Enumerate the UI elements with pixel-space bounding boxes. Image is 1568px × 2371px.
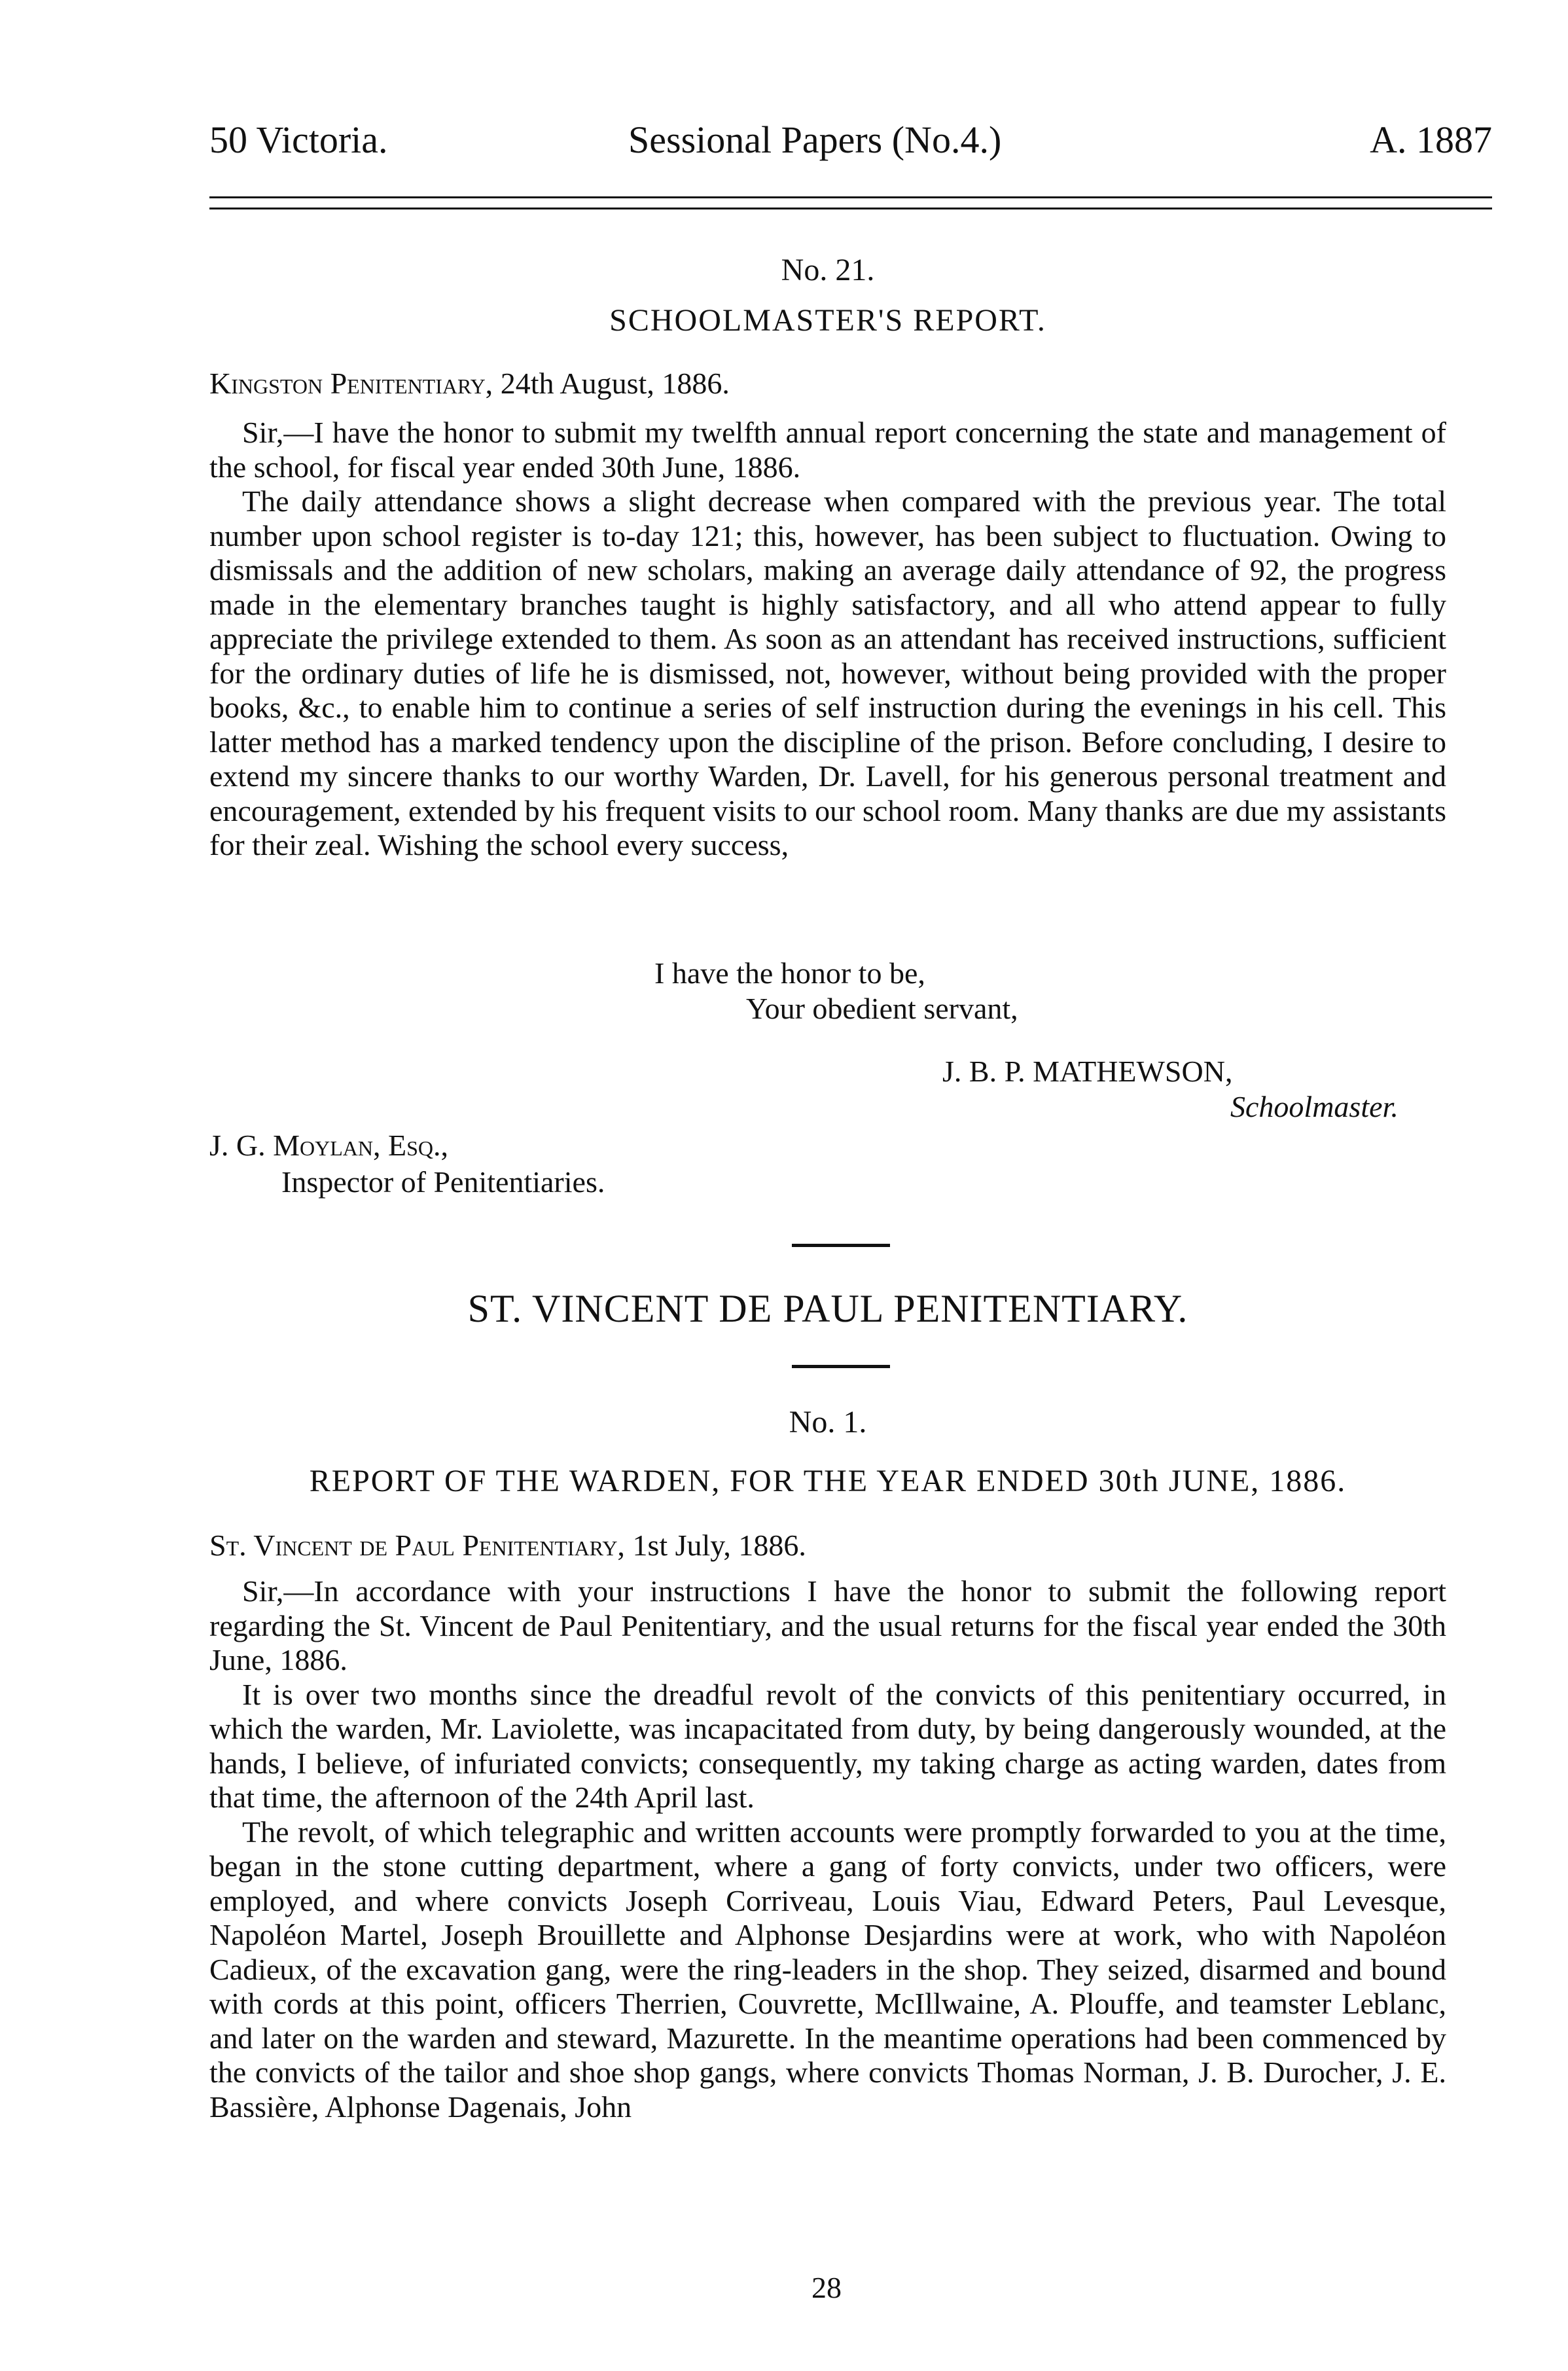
running-head — [209, 118, 1492, 177]
report1-addressee-name: J. G. Moylan, Esq., — [209, 1129, 449, 1162]
report1-closing-2: Your obedient servant, — [746, 992, 1018, 1025]
report1-signature-title-text: Schoolmaster. — [1230, 1090, 1399, 1123]
report1-paragraph: The daily attendance shows a slight decrease when compared with the previous year. The total number upon school register is to-day 121; this, however, has been subject to fluctuation. Owing to dismissals and the addition of new scholars, making an average daily attendance of 92, the progress made in the elementary branches taught is highly satisfactory, and all who attend appear to fully appreciate the privilege extended to them. As soon as an attendant has received instructions, sufficient for the ordinary duties of life he is dismissed, not, however, without being provided with the proper books, &c., to enable him to continue a series of self instruction during the evenings in his cell. This latter method has a marked tendency upon the discipline of the prison. Before concluding, I desire to extend my sincere thanks to our worthy Warden, Dr. Lavell, for his generous personal treatment and encouragement, extended by his frequent visits to our school room. Many thanks are due my assistants for their zeal. Wishing the school every success, — [209, 484, 1446, 861]
report2-number: No. 1. — [789, 1405, 867, 1439]
report2-title: REPORT OF THE WARDEN, FOR THE YEAR ENDED 30th JUNE, 1886. — [309, 1464, 1347, 1498]
report1-closing-1: I have the honor to be, — [654, 956, 925, 990]
section-divider-rule-2 — [792, 1365, 890, 1368]
report2-dateline-date: 1st July, 1886. — [624, 1529, 806, 1562]
running-head-series: Sessional Papers (No.4.) — [628, 118, 1002, 161]
report1-dateline-place: Kingston Penitentiary, — [209, 367, 493, 400]
report1-dateline-date: 24th August, 1886. — [493, 367, 730, 400]
report1-paragraph: Sir,—I have the honor to submit my twelfth annual report concerning the state and management of the school, for fiscal year ended 30th June, 1886. — [209, 416, 1446, 484]
report1-addressee-title: Inspector of Penitentiaries. — [281, 1165, 605, 1199]
report2-dateline — [209, 1529, 1427, 1563]
page-number: 28 — [811, 2271, 842, 2304]
report1-title: SCHOOLMASTER'S REPORT. — [609, 303, 1046, 338]
report1-number: No. 21. — [781, 253, 875, 287]
report1-body — [209, 416, 1446, 863]
report2-dateline-place: St. Vincent de Paul Penitentiary, — [209, 1529, 625, 1562]
report2-paragraph: It is over two months since the dreadful revolt of the convicts of this penitentiary occurred, in which the warden, Mr. Laviolette, was incapacitated from duty, by being dangerously wounded, at the hands, I believe, of infuriated convicts; consequently, my taking charge as acting warden, dates from that time, the afternoon of the 24th April last. — [209, 1677, 1446, 1814]
running-head-volume: 50 Victoria. — [209, 118, 388, 161]
report2-body — [209, 1574, 1446, 2124]
running-head-year: A. 1887 — [1370, 118, 1492, 161]
section-heading: ST. VINCENT DE PAUL PENITENTIARY. — [467, 1287, 1188, 1330]
section-divider-rule — [792, 1244, 890, 1247]
report2-paragraph: The revolt, of which telegraphic and written accounts were promptly forwarded to you at the time, began in the stone cutting department, where a gang of forty convicts, under two officers, were employed, and where convicts Joseph Corriveau, Louis Viau, Edward Peters, Paul Levesque, Napoléon Martel, Joseph Brouillette and Alphonse Desjardins were at work, who with Napoléon Cadieux, of the excavation gang, were the ring-leaders in the shop. They seized, disarmed and bound with cords at this point, officers Therrien, Couvrette, McIllwaine, A. Plouffe, and teamster Leblanc, and later on the warden and steward, Mazurette. In the meantime operations had been commenced by the convicts of the tailor and shoe shop gangs, where convicts Thomas Norman, J. B. Durocher, J. E. Bassière, Alphonse Dagenais, John — [209, 1815, 1446, 2124]
report1-signature: J. B. P. MATHEWSON, — [942, 1055, 1233, 1088]
header-double-rule — [209, 196, 1492, 209]
report1-signature-title — [1230, 1089, 1492, 1125]
report1-addressee — [209, 1127, 798, 1201]
report2-paragraph: Sir,—In accordance with your instructions I have the honor to submit the following report regarding the St. Vincent de Paul Penitentiary, and the usual returns for the fiscal year ended the 30th June, 1886. — [209, 1574, 1446, 1676]
report1-dateline — [209, 367, 1427, 401]
